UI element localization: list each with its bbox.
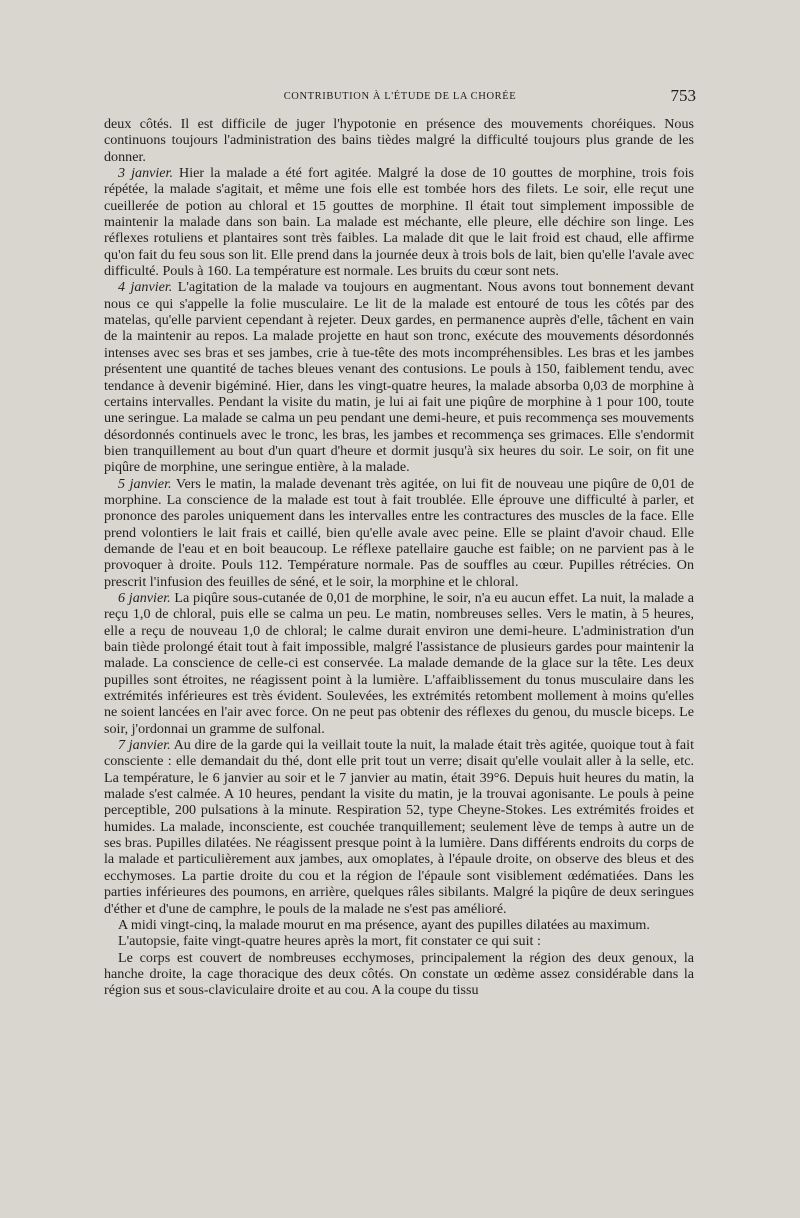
date-lead: 3 janvier.	[118, 165, 173, 182]
page-header	[104, 86, 696, 110]
body-text	[104, 116, 694, 999]
paragraph-text: La piqûre sous-cutanée de 0,01 de morphine, le soir, n'a eu aucun effet. La nuit, la malade a reçu 1,0 de chloral, puis elle se calma un peu. Le matin, nombreuses selles. Vers le matin, à 5 heures, elle a reçu de nouveau 1,0 de chloral; le calme durait environ une demi-heure. L'administration d'un bain tiède prolongé était tout à fait impossible, malgré l'assistance de plusieurs gardes pour maintenir la malade. La conscience de celle-ci est conservée. La malade demande de la glace sur la tête. Les deux pupilles sont étroites, ne réagissent point à la lumière. L'affaiblissement du tonus musculaire dans les extrémités inférieures est très évident. Soulevées, les extrémités retombent mollement à moins qu'elles ne soient lancées en l'air avec force. On ne peut pas obtenir des réflexes du genou, du muscle biceps. Le soir, j'ordonnai un gramme de sulfonal.	[104, 589, 695, 737]
page-number: 753	[670, 86, 696, 105]
paragraph-3-janvier	[104, 165, 694, 279]
date-lead: 4 janvier.	[118, 279, 173, 296]
paragraph-autopsy-body	[104, 950, 694, 999]
paragraph-continuation	[104, 116, 694, 165]
paragraph-text: Hier la malade a été fort agitée. Malgré la dose de 10 gouttes de morphine, trois fois répétée, la malade s'agitait, et même une fois elle est tombée hors des filets. Le soir, elle reçut une cueillerée de potion au chloral et 15 gouttes de morphine. Il était tout simplement impossible de maintenir la malade dans son bain. La malade est méchante, elle pleure, elle déchire son linge. Les réflexes rotuliens et plantaires sont très faibles. La malade dit que le lait froid est chaud, elle affirme qu'on fait du feu sous son lit. Elle prend dans la journée deux à trois bols de lait, bien qu'elle l'avale avec difficulté. Pouls à 160. La température est normale. Les bruits du cœur sont nets.	[104, 165, 695, 280]
paragraph-text: deux côtés. Il est difficile de juger l'hypotonie en présence des mouvements choréiques. Nous continuons toujours l'administration des bains tièdes malgré la difficulté toujours plus grande de les donner.	[104, 116, 694, 165]
paragraph-death	[104, 917, 694, 933]
date-lead: 7 janvier.	[118, 737, 171, 754]
paragraph-autopsy-intro	[104, 933, 694, 949]
paragraph-4-janvier	[104, 279, 694, 475]
paragraph-text: L'autopsie, faite vingt-quatre heures après la mort, fit constater ce qui suit :	[118, 933, 541, 950]
paragraph-text: L'agitation de la malade va toujours en augmentant. Nous avons tout bonnement devant nous ce qui s'appelle la folie musculaire. Le lit de la malade est entouré de tous les côtés par des matelas, qu'elle parvient cependant à rejeter. Deux gardes, en permanence auprès d'elle, tâchent en vain de la maintenir au repos. La malade projette en haut son tronc, exécute des mouvements désordonnés intenses avec ses bras et ses jambes, crie à tue-tête des mots incompréhensibles. Les bras et les jambes présentent une quantité de taches bleues venant des contusions. Le pouls à 150, faiblement tendu, avec tendance à devenir bigéminé. Hier, dans les vingt-quatre heures, la malade absorba 0,03 de morphine à certains intervalles. Pendant la visite du matin, je lui ai fait une piqûre de morphine à 1 pour 100, toute une seringue. La malade se calma un peu pendant une demi-heure, et puis recommença ses mouvements désordonnés continuels avec le tronc, les bras, les jambes et recommença ses grimaces. Elle s'endormit bien tranquillement au bout d'un quart d'heure et dormit jusqu'à six heures du soir. Le soir, on fit une piqûre de morphine, une seringue entière, à la malade.	[104, 279, 695, 476]
paragraph-text: Le corps est couvert de nombreuses ecchymoses, principalement la région des deux genoux, la hanche droite, la cage thoracique des deux côtés. On constate un œdème assez considérable dans la région sus et sous-claviculaire droite et au cou. A la coupe du tissu	[104, 949, 694, 999]
paragraph-text: Vers le matin, la malade devenant très agitée, on lui fit de nouveau une piqûre de 0,01 de morphine. La conscience de la malade est tout à fait troublée. Elle éprouve une difficulté à parler, et prononce des paroles uniquement dans les intervalles entre les contractures des muscles de la face. Elle prend volontiers le lait frais et caillé, bien qu'elle avale avec peine. Elle se plaint d'avoir chaud. Elle demande de l'eau et en boit beaucoup. Le réflexe patellaire gauche est faible; on ne parvient pas à le provoquer à droite. Pouls 112. Température normale. Pas de souffles au cœur. Pupilles rétrécies. On prescrit l'infusion des feuilles de séné, et le soir, la morphine et le chloral.	[104, 475, 694, 590]
paragraph-6-janvier	[104, 590, 694, 737]
paragraph-5-janvier	[104, 476, 694, 590]
paragraph-7-janvier	[104, 737, 694, 917]
date-lead: 5 janvier.	[118, 475, 172, 492]
paragraph-text: Au dire de la garde qui la veillait toute la nuit, la malade était très agitée, quoique tout à fait consciente : elle demandait du thé, dont elle prit tout un verre; disait qu'elle voulait aller à la selle, etc. La température, le 6 janvier au soir et le 7 janvier au matin, était 39°6. Depuis huit heures du matin, la malade s'est calmée. A 10 heures, pendant la visite du matin, je la trouvai agonisante. Le pouls à peine perceptible, 200 pulsations à la minute. Respiration 52, type Cheyne-Stokes. Les extrémités froides et humides. La malade, inconsciente, est couchée tranquillement; seulement lève de temps à autre un de ses bras. Pupilles dilatées. Ne réagissent presque point à la lumière. Dans différents endroits du corps de la malade et particulièrement aux jambes, aux omoplates, à l'épaule droite, on observe des bleus et des ecchymoses. La partie droite du cou et la région de l'épaule sont visiblement œdématiées. Dans les parties inférieures des poumons, en arrière, quelques râles sibilants. Malgré la piqûre de deux seringues d'éther et d'une de camphre, le pouls de la malade ne s'est pas amélioré.	[104, 737, 694, 917]
date-lead: 6 janvier.	[118, 589, 171, 606]
paragraph-text: A midi vingt-cinq, la malade mourut en ma présence, ayant des pupilles dilatées au maximum.	[118, 916, 650, 933]
running-title: CONTRIBUTION À L'ÉTUDE DE LA CHORÉE	[283, 91, 517, 102]
